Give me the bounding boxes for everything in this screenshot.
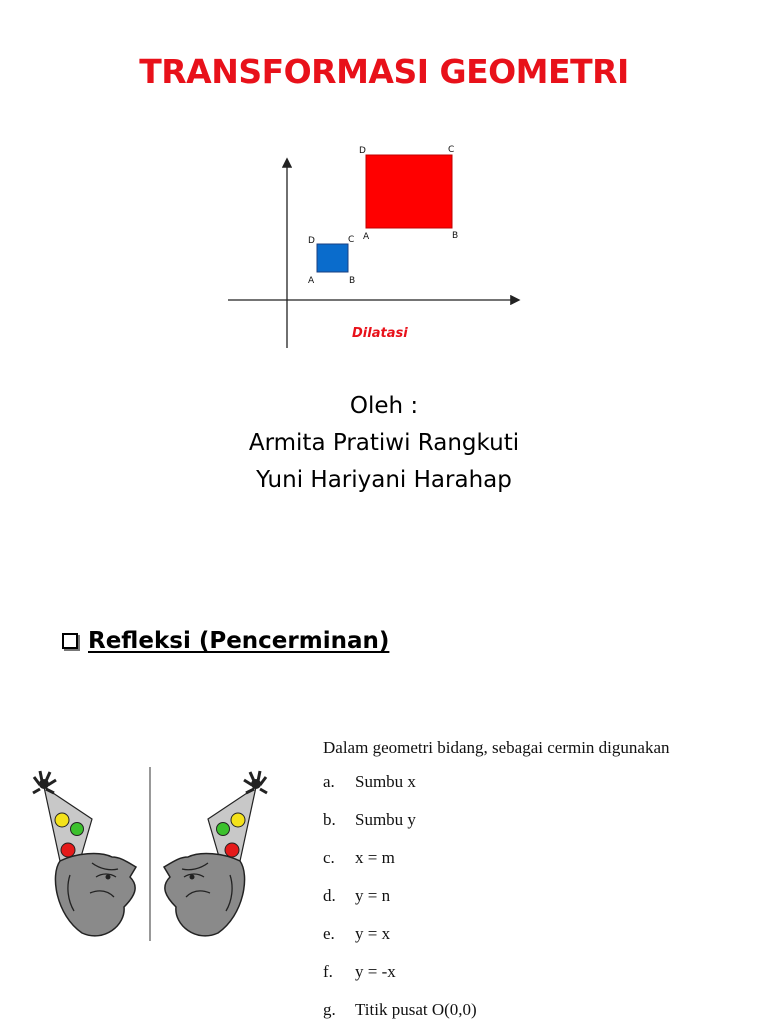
list-item — [323, 915, 753, 953]
large-square-label-d: D — [359, 146, 366, 156]
checkbox-bullet-icon — [62, 633, 78, 649]
dilation-diagram-svg — [226, 140, 526, 355]
authors-block — [0, 388, 768, 499]
list-item — [323, 763, 753, 801]
diagram-caption: Dilatasi — [352, 326, 408, 341]
list-item-letter: a. — [323, 772, 335, 791]
list-item-text: y = n — [355, 886, 391, 905]
small-square-label-d: D — [308, 236, 315, 246]
list-item — [323, 877, 753, 915]
mirrored-clown-faces-svg — [30, 765, 270, 945]
list-item-text: Sumbu x — [355, 772, 416, 791]
large-square-label-c: C — [448, 145, 455, 155]
list-item-text: Titik pusat O(0,0) — [355, 1000, 477, 1019]
list-intro: Dalam geometri bidang, sebagai cermin digunakan — [323, 738, 670, 757]
list-item-letter: c. — [323, 848, 335, 867]
list-item-letter: f. — [323, 962, 333, 981]
list-item — [323, 801, 753, 839]
slide-title: TRANSFORMASI GEOMETRI — [139, 52, 629, 91]
list-item-text: x = m — [355, 848, 395, 867]
small-square — [317, 244, 348, 272]
list-item — [323, 991, 753, 1029]
clown-face-right-icon — [164, 771, 267, 936]
small-square-label-c: C — [348, 235, 355, 245]
large-square — [366, 155, 452, 228]
list-item — [323, 839, 753, 877]
list-item-letter: g. — [323, 1000, 336, 1019]
list-item-letter: b. — [323, 810, 336, 829]
author-name-1: Armita Pratiwi Rangkuti — [248, 430, 520, 456]
reflection-illustration — [30, 765, 270, 945]
large-square-label-a: A — [363, 232, 370, 242]
list-item-letter: e. — [323, 924, 335, 943]
list-item-text: y = -x — [355, 962, 396, 981]
dilation-diagram — [226, 140, 526, 355]
mirror-types-list — [323, 733, 753, 1029]
list-item-text: Sumbu y — [355, 810, 416, 829]
list-item — [323, 953, 753, 991]
section-heading — [62, 628, 389, 654]
clown-face-left-icon — [33, 771, 136, 936]
small-square-label-a: A — [308, 276, 315, 286]
small-square-label-b: B — [349, 276, 356, 286]
list-item-text: y = x — [355, 924, 391, 943]
author-name-2: Yuni Hariyani Harahap — [256, 467, 512, 493]
authors-heading: Oleh : — [349, 393, 419, 419]
large-square-label-b: B — [452, 231, 459, 241]
list-item-letter: d. — [323, 886, 336, 905]
section-title: Refleksi (Pencerminan) — [88, 628, 390, 654]
